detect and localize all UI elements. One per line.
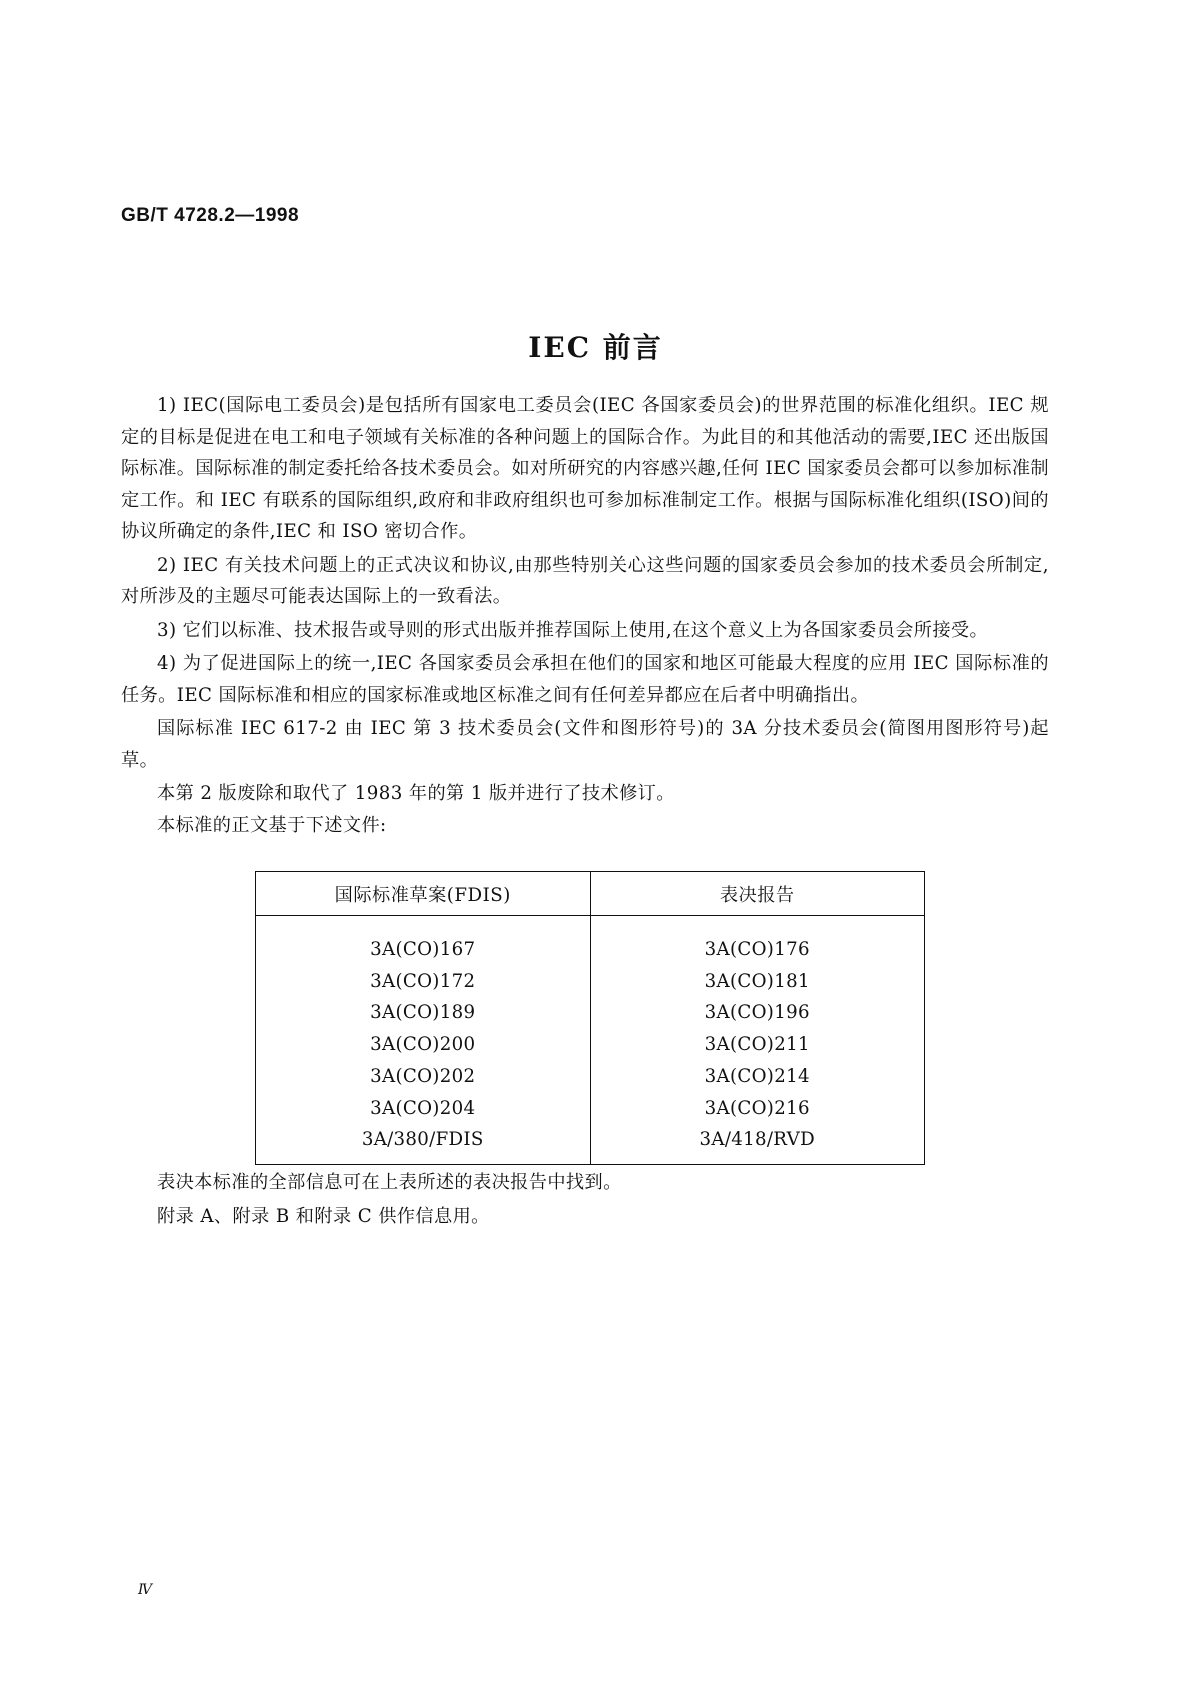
foreword-body xyxy=(121,390,1049,841)
vote-cell: 3A/418/RVD xyxy=(699,1129,815,1151)
fdis-cell: 3A(CO)200 xyxy=(370,1034,476,1056)
fdis-column xyxy=(256,916,591,1164)
after-table-notes xyxy=(157,1166,622,1234)
table-body xyxy=(256,916,924,1164)
paragraph-5: 国际标准 IEC 617-2 由 IEC 第 3 技术委员会(文件和图形符号)的 3A 分技术委员会(简图用图形符号)起草。 xyxy=(121,718,1049,771)
vote-cell: 3A(CO)196 xyxy=(704,1002,810,1024)
vote-cell: 3A(CO)211 xyxy=(704,1034,810,1056)
paragraph-1: 1) IEC(国际电工委员会)是包括所有国家电工委员会(IEC 各国家委员会)的世界范围的标准化组织。IEC 规定的目标是促进在电工和电子领域有关标准的各种问题上的国际合作。为此目的和其他活动的需要,IEC 还出版国际标准。国际标准的制定委托给各技术委员会。如对所研究的内容感兴趣,任何 IEC 国家委员会都可以参加标准制定工作。和 IEC 有联系的国际组织,政府和非政府组织也可参加标准制定工作。根据与国际标准化组织(ISO)间的协议所确定的条件,IEC 和 ISO 密切合作。 xyxy=(121,395,1049,542)
standard-code: GB/T 4728.2—1998 xyxy=(121,205,300,226)
paragraph-2: 2) IEC 有关技术问题上的正式决议和协议,由那些特别关心这些问题的国家委员会参加的技术委员会所制定,对所涉及的主题尽可能表达国际上的一致看法。 xyxy=(121,554,1049,607)
vote-column xyxy=(591,916,925,1164)
vote-cell: 3A(CO)214 xyxy=(704,1065,810,1087)
basis-line: 本标准的正文基于下述文件: xyxy=(157,814,387,836)
paragraph-4: 4) 为了促进国际上的统一,IEC 各国家委员会承担在他们的国家和地区可能最大程度的应用 IEC 国际标准的任务。IEC 国际标准和相应的国家标准或地区标准之间有任何差异都应在后者中明确指出。 xyxy=(121,653,1049,706)
revision-line: 本第 2 版废除和取代了 1983 年的第 1 版并进行了技术修订。 xyxy=(157,783,675,804)
fdis-cell: 3A(CO)189 xyxy=(370,1002,476,1024)
vote-cell: 3A(CO)181 xyxy=(704,970,810,992)
documents-table xyxy=(255,871,925,1165)
vote-cell: 3A(CO)216 xyxy=(704,1097,810,1119)
vote-info-line: 表决本标准的全部信息可在上表所述的表决报告中找到。 xyxy=(157,1172,622,1193)
paragraph-3: 3) 它们以标准、技术报告或导则的形式出版并推荐国际上使用,在这个意义上为各国家委员会所接受。 xyxy=(157,619,989,641)
fdis-cell: 3A(CO)204 xyxy=(370,1097,476,1119)
fdis-cell: 3A(CO)202 xyxy=(370,1065,476,1087)
annex-info-line: 附录 A、附录 B 和附录 C 供作信息用。 xyxy=(157,1206,490,1227)
header-fdis: 国际标准草案(FDIS) xyxy=(256,872,591,915)
table-header xyxy=(256,872,924,916)
fdis-cell: 3A(CO)172 xyxy=(370,970,476,992)
vote-cell: 3A(CO)176 xyxy=(704,939,810,960)
page-title: IEC 前言 xyxy=(528,331,663,364)
fdis-cell: 3A(CO)167 xyxy=(370,939,476,960)
header-vote-report: 表决报告 xyxy=(719,884,795,906)
fdis-cell: 3A/380/FDIS xyxy=(361,1129,484,1151)
page-number: Ⅳ xyxy=(138,1582,152,1598)
